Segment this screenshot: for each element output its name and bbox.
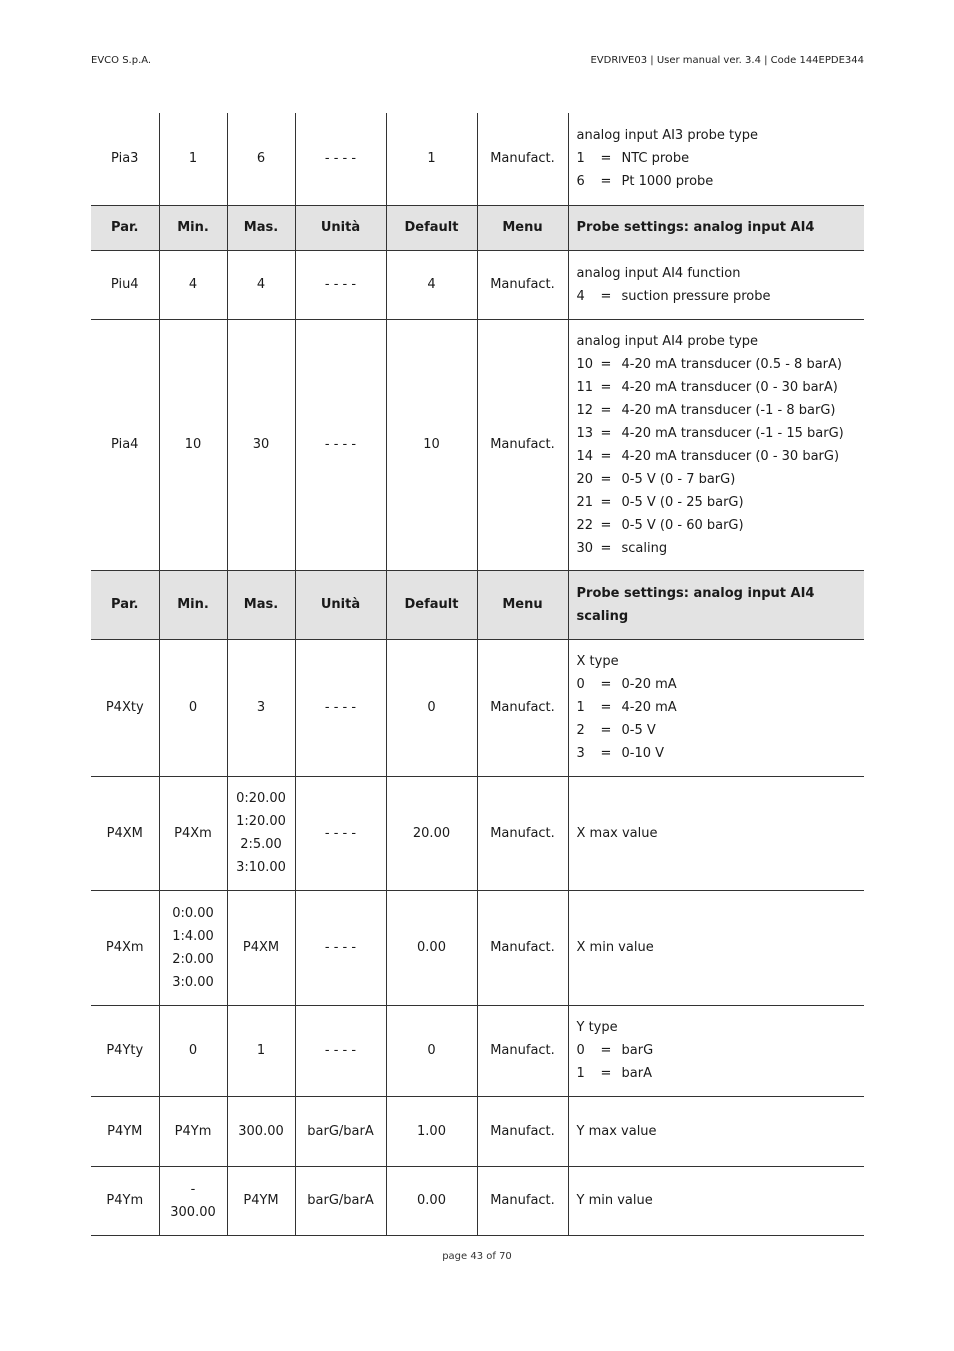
param-menu: Manufact. — [477, 1096, 568, 1166]
option-item — [577, 537, 857, 560]
param-menu: Manufact. — [477, 1005, 568, 1096]
option-label: 4-20 mA transducer (0 - 30 barA) — [621, 379, 838, 395]
param-default: 0.00 — [386, 890, 477, 1005]
option-equals: = — [600, 723, 612, 738]
param-max-line: 1:20.00 — [236, 814, 286, 829]
option-value: 1 — [576, 700, 585, 715]
param-max: 3 — [227, 639, 295, 776]
param-description: X min value — [568, 890, 864, 1005]
table-header-row — [91, 570, 864, 639]
param-unit: - - - - — [295, 890, 386, 1005]
option-equals: = — [600, 356, 612, 372]
option-value: 30 — [576, 540, 594, 556]
param-name: Pia4 — [91, 319, 159, 570]
description-title: X type — [576, 654, 619, 669]
option-equals: = — [600, 174, 612, 190]
param-min: P4Ym — [159, 1096, 227, 1166]
param-min: P4Xm — [159, 776, 227, 890]
column-header-unit: Unità — [295, 570, 386, 639]
param-description — [568, 1005, 864, 1096]
param-row-p4yty — [91, 1005, 864, 1096]
param-unit: - - - - — [295, 113, 386, 205]
option-item — [577, 468, 857, 491]
option-item — [577, 1062, 857, 1085]
param-name: P4Xm — [91, 890, 159, 1005]
param-min-line: - — [190, 1181, 196, 1197]
description-title: analog input AI4 probe type — [576, 333, 759, 349]
column-header-menu: Menu — [477, 205, 568, 250]
param-menu: Manufact. — [477, 250, 568, 319]
param-max: P4YM — [227, 1166, 295, 1235]
option-label: 4-20 mA transducer (0 - 30 barG) — [621, 448, 840, 464]
param-name: P4Yty — [91, 1005, 159, 1096]
description-title: Y type — [576, 1020, 618, 1035]
param-row-p4ym — [91, 1166, 864, 1235]
header-document-info: EVDRIVE03 | User manual ver. 3.4 | Code 144EPDE344 — [590, 55, 864, 66]
option-item — [577, 147, 857, 170]
option-value: 11 — [576, 379, 594, 395]
parameter-table — [91, 113, 864, 1236]
option-item — [577, 445, 857, 468]
param-row-p4xty — [91, 639, 864, 776]
option-value: 12 — [576, 402, 594, 418]
option-label: 4-20 mA transducer (-1 - 8 barG) — [621, 402, 836, 418]
param-max: 6 — [227, 113, 295, 205]
column-header-default: Default — [386, 205, 477, 250]
param-menu: Manufact. — [477, 890, 568, 1005]
param-unit: barG/barA — [295, 1096, 386, 1166]
param-default: 10 — [386, 319, 477, 570]
option-value: 1 — [576, 1066, 585, 1081]
param-min — [159, 890, 227, 1005]
option-value: 1 — [576, 151, 585, 167]
param-min-line: 1:4.00 — [172, 928, 214, 944]
column-header-par: Par. — [91, 570, 159, 639]
param-name: Pia3 — [91, 113, 159, 205]
option-item — [577, 742, 857, 765]
param-min: 0 — [159, 639, 227, 776]
param-max: 4 — [227, 250, 295, 319]
param-name: P4XM — [91, 776, 159, 890]
param-row-p4yM — [91, 1096, 864, 1166]
option-value: 13 — [576, 425, 594, 441]
option-item — [577, 170, 857, 193]
option-equals: = — [600, 402, 612, 418]
option-label: barA — [621, 1066, 652, 1081]
param-max: 30 — [227, 319, 295, 570]
param-unit: barG/barA — [295, 1166, 386, 1235]
option-label: suction pressure probe — [621, 288, 771, 304]
page-number: page 43 of 70 — [442, 1251, 512, 1262]
option-value: 10 — [576, 356, 594, 372]
param-description: Y max value — [568, 1096, 864, 1166]
param-min-line: 0:0.00 — [172, 905, 214, 921]
option-item — [577, 1039, 857, 1062]
option-equals: = — [600, 471, 612, 487]
param-description — [568, 639, 864, 776]
option-item — [577, 719, 857, 742]
description-title: analog input AI3 probe type — [576, 128, 759, 144]
param-description — [568, 113, 864, 205]
param-description — [568, 250, 864, 319]
option-label: 0-20 mA — [621, 677, 677, 692]
param-max: P4XM — [227, 890, 295, 1005]
header-company: EVCO S.p.A. — [91, 55, 152, 66]
option-equals: = — [600, 425, 612, 441]
param-max-line: 0:20.00 — [236, 791, 286, 806]
column-header-default: Default — [386, 570, 477, 639]
option-label: barG — [621, 1043, 654, 1058]
option-item — [577, 514, 857, 537]
option-item — [577, 673, 857, 696]
param-default: 0 — [386, 1005, 477, 1096]
option-equals: = — [600, 448, 612, 464]
param-max — [227, 776, 295, 890]
param-menu: Manufact. — [477, 1166, 568, 1235]
param-unit: - - - - — [295, 776, 386, 890]
option-equals: = — [600, 700, 612, 715]
option-value: 2 — [576, 723, 585, 738]
param-max: 1 — [227, 1005, 295, 1096]
option-value: 4 — [576, 288, 585, 304]
option-value: 6 — [576, 174, 585, 190]
option-equals: = — [600, 540, 612, 556]
param-name: P4Xty — [91, 639, 159, 776]
param-max: 300.00 — [227, 1096, 295, 1166]
option-value: 0 — [576, 1043, 585, 1058]
table-header-row — [91, 205, 864, 250]
param-row-pia4 — [91, 319, 864, 570]
param-name: P4Ym — [91, 1166, 159, 1235]
option-value: 20 — [576, 471, 594, 487]
option-label: 0-5 V (0 - 7 barG) — [621, 471, 736, 487]
param-default: 0.00 — [386, 1166, 477, 1235]
param-row-p4xM — [91, 776, 864, 890]
param-name: Piu4 — [91, 250, 159, 319]
param-menu: Manufact. — [477, 776, 568, 890]
param-min-line: 300.00 — [170, 1204, 216, 1220]
option-label: Pt 1000 probe — [621, 174, 714, 190]
param-description: Y min value — [568, 1166, 864, 1235]
option-label: 0-5 V (0 - 60 barG) — [621, 517, 744, 533]
param-unit: - - - - — [295, 250, 386, 319]
param-default: 0 — [386, 639, 477, 776]
option-item — [577, 422, 857, 445]
param-default: 4 — [386, 250, 477, 319]
option-label: 0-10 V — [621, 746, 665, 761]
option-value: 3 — [576, 746, 585, 761]
param-default: 1 — [386, 113, 477, 205]
column-header-unit: Unità — [295, 205, 386, 250]
param-menu: Manufact. — [477, 639, 568, 776]
option-label: NTC probe — [621, 151, 690, 167]
param-description: X max value — [568, 776, 864, 890]
option-equals: = — [600, 1043, 612, 1058]
param-name: P4YM — [91, 1096, 159, 1166]
option-equals: = — [600, 677, 612, 692]
param-max-line: 3:10.00 — [236, 860, 286, 875]
option-item — [577, 353, 857, 376]
option-item — [577, 399, 857, 422]
param-min: 1 — [159, 113, 227, 205]
column-header-min: Min. — [159, 205, 227, 250]
param-menu: Manufact. — [477, 319, 568, 570]
option-label: 0-5 V — [621, 723, 656, 738]
param-default: 20.00 — [386, 776, 477, 890]
option-item — [577, 491, 857, 514]
param-min: 4 — [159, 250, 227, 319]
option-label: 4-20 mA — [621, 700, 677, 715]
option-equals: = — [600, 151, 612, 167]
option-value: 22 — [576, 517, 594, 533]
param-row-pia3 — [91, 113, 864, 205]
section-title: Probe settings: analog input AI4 scaling — [568, 570, 864, 639]
param-min-line: 3:0.00 — [172, 974, 214, 990]
param-min — [159, 1166, 227, 1235]
option-equals: = — [600, 288, 612, 304]
param-unit: - - - - — [295, 1005, 386, 1096]
option-equals: = — [600, 746, 612, 761]
param-min: 0 — [159, 1005, 227, 1096]
option-item — [577, 285, 857, 308]
option-equals: = — [600, 379, 612, 395]
column-header-max: Mas. — [227, 205, 295, 250]
param-min-line: 2:0.00 — [172, 951, 214, 967]
option-equals: = — [600, 517, 612, 533]
param-description — [568, 319, 864, 570]
param-row-piu4 — [91, 250, 864, 319]
option-item — [577, 696, 857, 719]
column-header-menu: Menu — [477, 570, 568, 639]
param-row-p4xm — [91, 890, 864, 1005]
param-menu: Manufact. — [477, 113, 568, 205]
option-value: 14 — [576, 448, 594, 464]
option-value: 21 — [576, 494, 594, 510]
param-max-line: 2:5.00 — [240, 837, 282, 852]
option-label: scaling — [621, 540, 668, 556]
column-header-min: Min. — [159, 570, 227, 639]
param-min: 10 — [159, 319, 227, 570]
param-unit: - - - - — [295, 639, 386, 776]
option-equals: = — [600, 494, 612, 510]
option-label: 4-20 mA transducer (0.5 - 8 barA) — [621, 356, 842, 372]
column-header-max: Mas. — [227, 570, 295, 639]
description-title: analog input AI4 function — [576, 265, 741, 281]
option-equals: = — [600, 1066, 612, 1081]
param-default: 1.00 — [386, 1096, 477, 1166]
option-item — [577, 376, 857, 399]
column-header-par: Par. — [91, 205, 159, 250]
param-unit: - - - - — [295, 319, 386, 570]
section-title: Probe settings: analog input AI4 — [568, 205, 864, 250]
option-label: 0-5 V (0 - 25 barG) — [621, 494, 744, 510]
option-label: 4-20 mA transducer (-1 - 15 barG) — [621, 425, 844, 441]
option-value: 0 — [576, 677, 585, 692]
